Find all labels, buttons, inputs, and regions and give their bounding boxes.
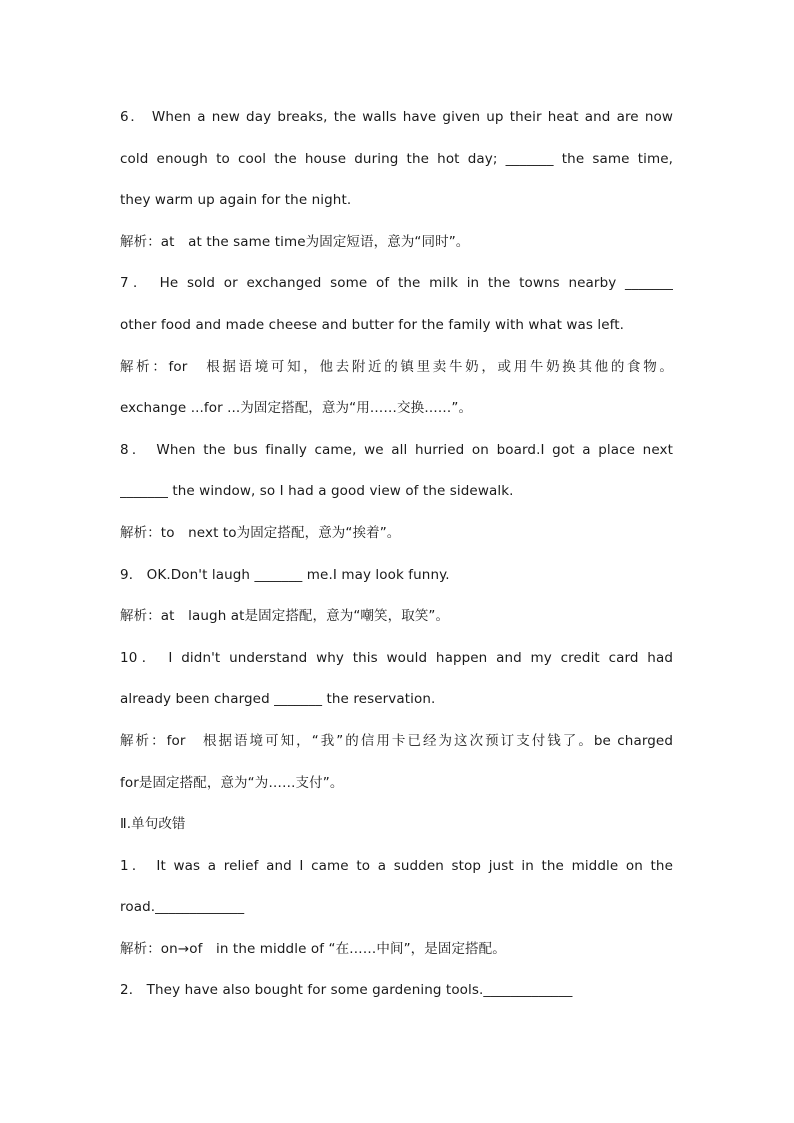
q7-line-2: other food and made cheese and butter for the family with what was left.: [120, 316, 625, 333]
correction-1-line-2: road._____________: [120, 899, 245, 916]
q10-line-2: already been charged _______ the reservation.: [120, 691, 436, 708]
q6-line-3: they warm up again for the night.: [120, 192, 352, 209]
correction-2-line-1: 2． They have also bought for some gardening tools._____________: [120, 982, 573, 999]
q9-line-1: 9． OK.Don't laugh _______ me.I may look funny.: [120, 566, 450, 583]
correction-1-line-1: 1． It was a relief and I came to a sudden stop just in the middle on the: [120, 857, 673, 874]
q10-line-1: 10． I didn't understand why this would happen and my credit card had: [120, 649, 673, 666]
q6-line-2: cold enough to cool the house during the hot day; _______ the same time,: [120, 150, 673, 167]
q7-line-1: 7． He sold or exchanged some of the milk in the towns nearby _______: [120, 275, 673, 292]
q9-answer: 解析：at laugh at是固定搭配，意为“嘲笑，取笑”。: [120, 608, 450, 625]
q7-answer-line-2: exchange ...for ...为固定搭配，意为“用……交换……”。: [120, 400, 473, 417]
q10-answer-line-1: 解析：for 根据语境可知，“我”的信用卡已经为这次预订支付钱了。be charged: [120, 732, 673, 749]
correction-1-answer: 解析：on→of in the middle of “在……中间”，是固定搭配。: [120, 940, 506, 957]
q8-line-2: _______ the window, so I had a good view of the sidewalk.: [120, 483, 514, 500]
q8-answer: 解析：to next to为固定搭配，意为“挨着”。: [120, 524, 401, 541]
q6-answer: 解析：at at the same time为固定短语，意为“同时”。: [120, 233, 470, 250]
q8-line-1: 8． When the bus finally came, we all hurried on board.I got a place next: [120, 441, 673, 458]
q10-answer-line-2: for是固定搭配，意为“为……支付”。: [120, 774, 344, 791]
q6-line-1: 6． When a new day breaks, the walls have given up their heat and are now: [120, 109, 673, 125]
q7-answer-line-1: 解析：for 根据语境可知，他去附近的镇里卖牛奶，或用牛奶换其他的食物。: [120, 358, 673, 375]
section-heading: Ⅱ.单句改错: [120, 816, 186, 833]
exercise-content: [120, 103, 673, 1018]
